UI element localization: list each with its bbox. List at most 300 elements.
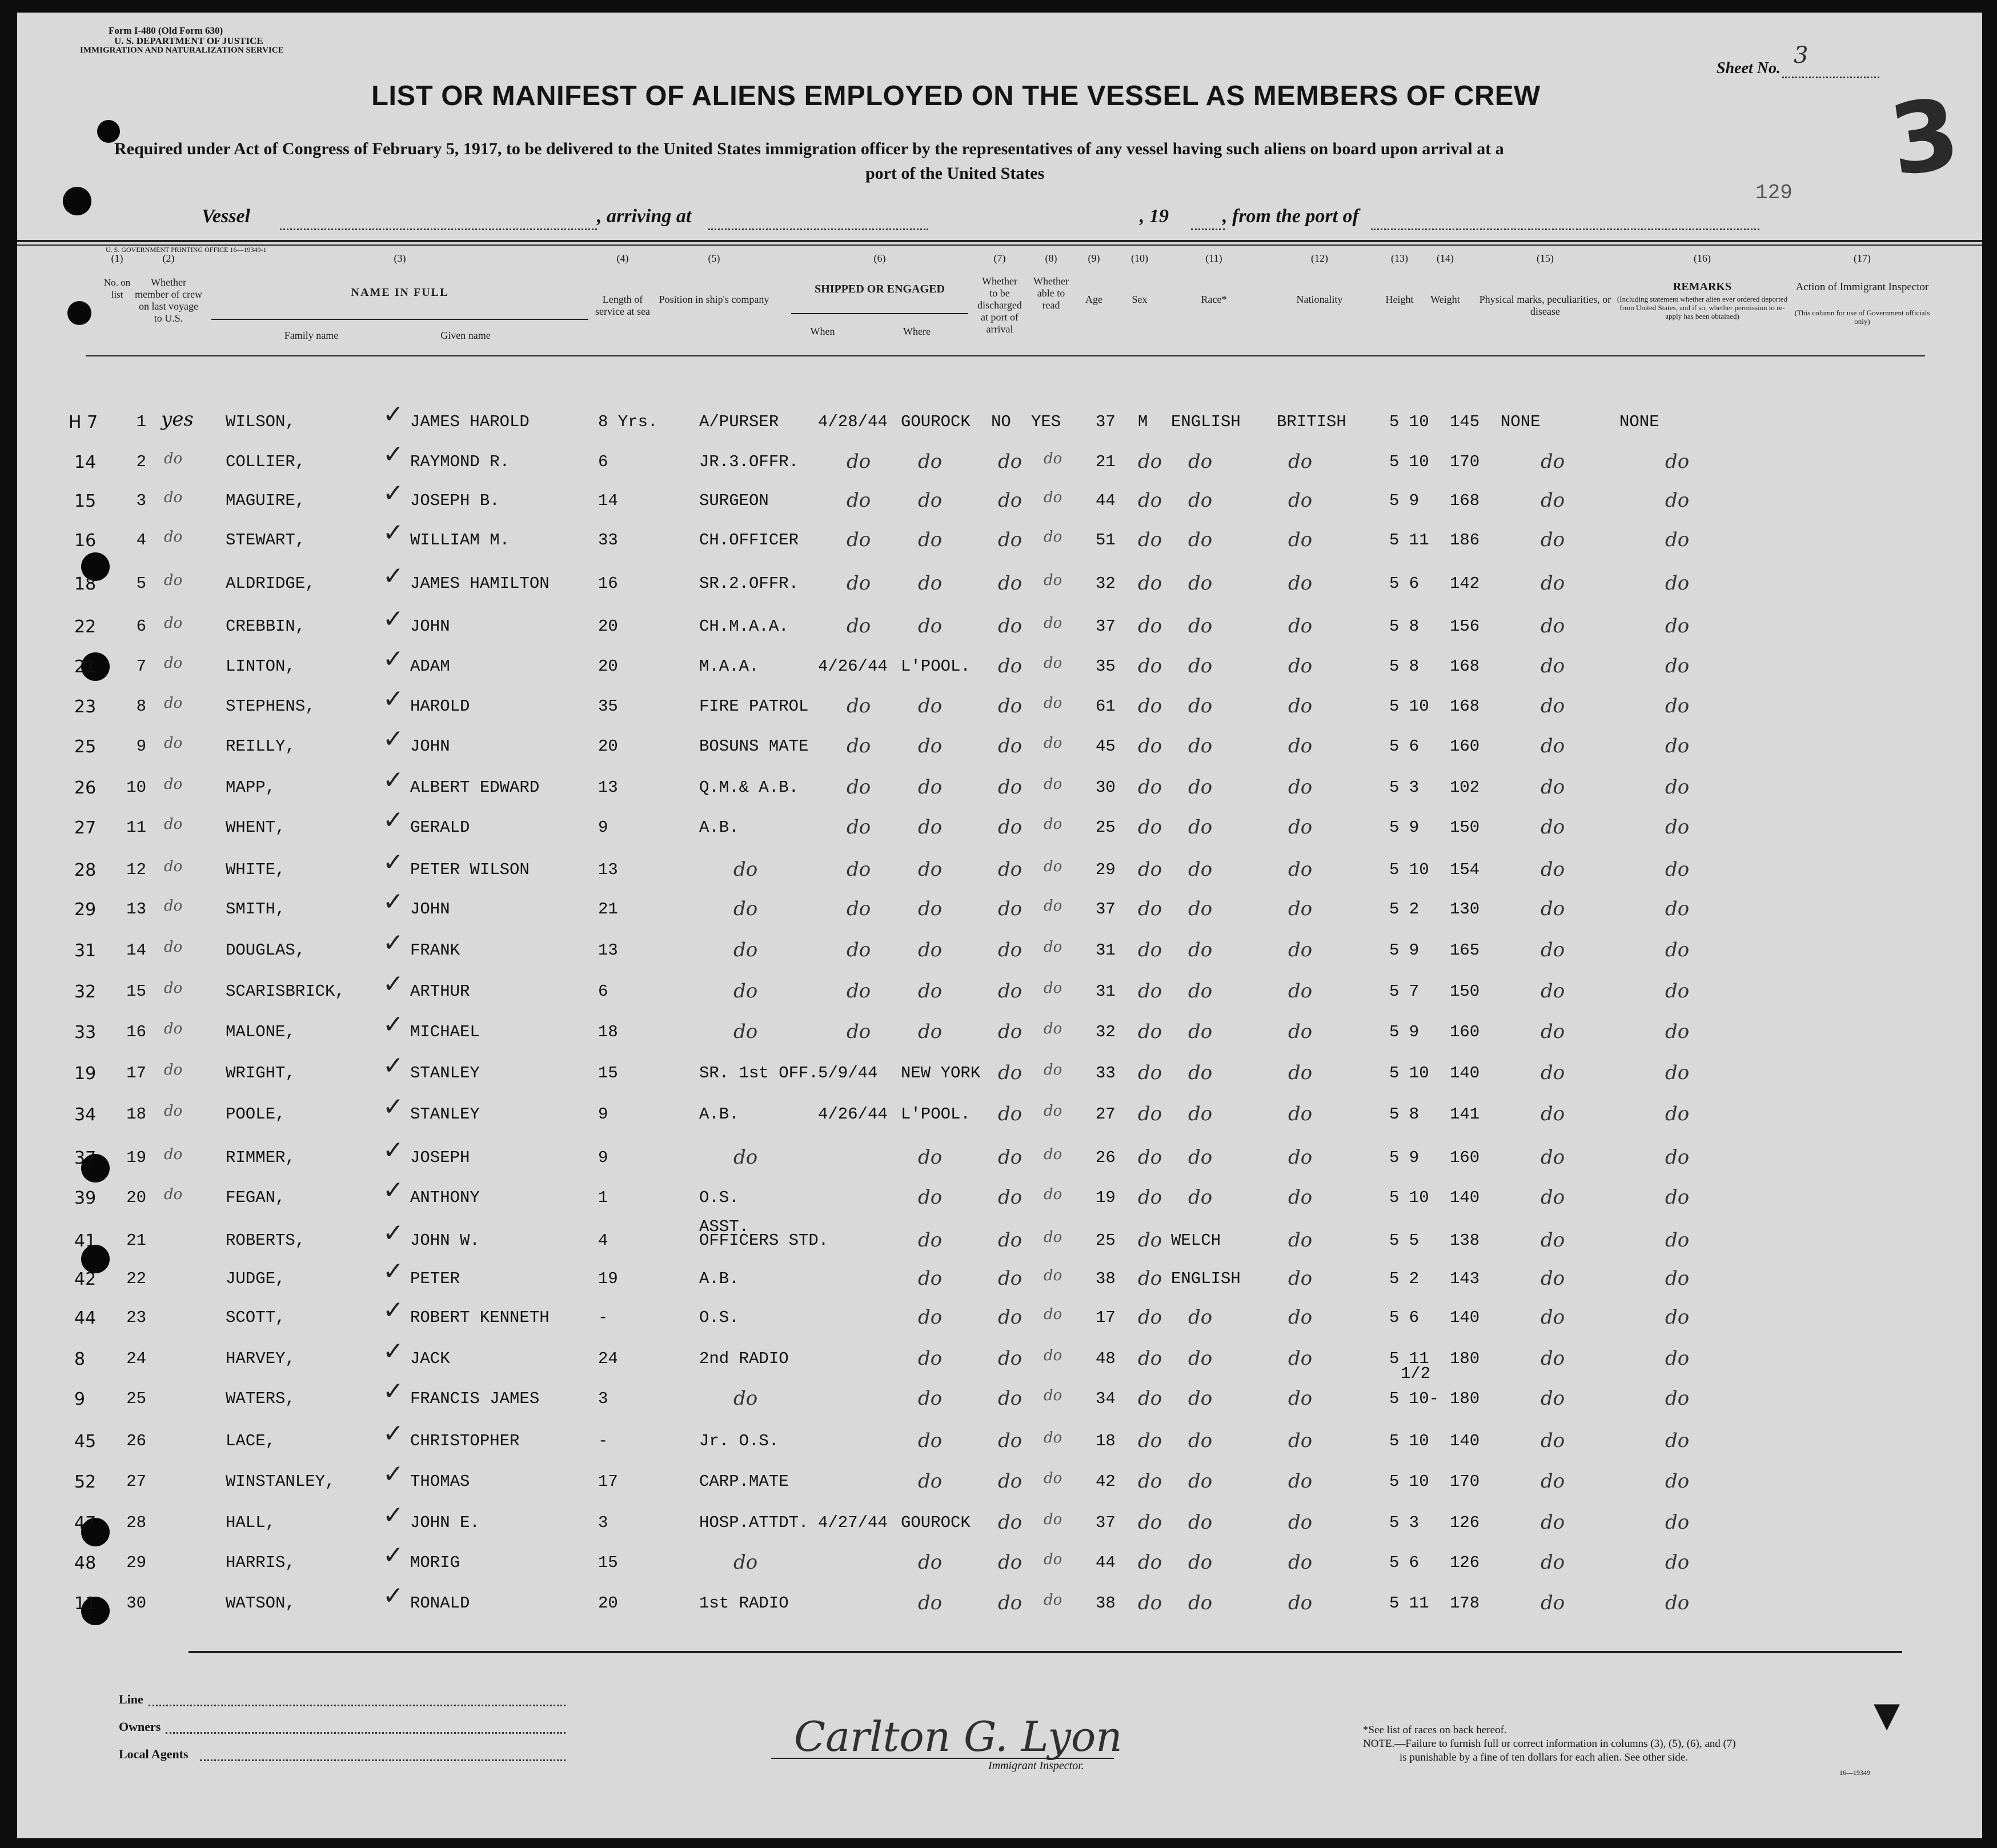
given-name: WILLIAM M. [410, 531, 510, 550]
column-number: (8) [1045, 252, 1057, 264]
sex-ditto: do [1138, 1551, 1162, 1574]
discharged-ditto: do [998, 858, 1022, 881]
table-row [17, 1337, 1982, 1389]
sex-ditto: do [1138, 1511, 1162, 1534]
remarks-ditto: do [1665, 897, 1690, 920]
physical-marks: NONE [1501, 412, 1541, 431]
check-mark: ✓ [383, 562, 404, 591]
physical-marks-ditto: do [1541, 1267, 1565, 1290]
vessel-field[interactable] [280, 229, 597, 230]
position: M.A.A. [699, 657, 759, 676]
able-to-read-ditto: do [1044, 1103, 1062, 1120]
length-of-service: 9 [598, 1148, 608, 1167]
shipped-where-ditto: do [918, 1186, 943, 1209]
able-to-read-ditto: do [1044, 572, 1062, 589]
owners-field[interactable] [166, 1732, 566, 1734]
height: 5 9 [1389, 1023, 1419, 1041]
given-name: ADAM [410, 657, 450, 676]
height: 5 5 [1389, 1231, 1419, 1250]
remarks-ditto: do [1665, 1229, 1690, 1252]
discharged-ditto: do [998, 897, 1022, 920]
height: 5 10 [1389, 1432, 1429, 1450]
table-row [17, 644, 1982, 697]
remarks: NONE [1619, 412, 1659, 431]
shipped-where-ditto: do [918, 1429, 943, 1452]
row-margin-number: 34 [74, 1105, 97, 1125]
physical-marks-ditto: do [1541, 1511, 1565, 1534]
nationality-ditto: do [1288, 1592, 1313, 1614]
arriving-field[interactable] [708, 229, 928, 230]
row-margin-number: 26 [74, 778, 97, 798]
race-ditto: do [1188, 735, 1213, 757]
punch-hole [63, 187, 91, 215]
physical-marks-ditto: do [1541, 897, 1565, 920]
given-name: STANLEY [410, 1064, 480, 1083]
shipped-when-ditto: do [847, 489, 871, 512]
weight: 156 [1450, 617, 1480, 636]
row-number: 5 [136, 574, 146, 593]
physical-marks-ditto: do [1541, 816, 1565, 839]
position-ditto: do [733, 980, 758, 1003]
length-of-service: 9 [598, 1105, 608, 1124]
position: Jr. O.S. [699, 1432, 779, 1450]
table-row [17, 1176, 1982, 1228]
race-ditto: do [1188, 980, 1213, 1003]
check-mark: ✓ [383, 479, 404, 508]
race-ditto: do [1188, 615, 1213, 638]
shipped-when-ditto: do [847, 1020, 871, 1043]
age: 38 [1096, 1594, 1116, 1613]
discharged-ditto: do [998, 528, 1022, 551]
length-of-service: 15 [598, 1553, 618, 1572]
year-field[interactable] [1191, 229, 1225, 230]
check-mark: ✓ [383, 518, 404, 547]
remarks-ditto: do [1665, 1387, 1690, 1410]
given-name: PETER WILSON [410, 860, 530, 879]
column-header-shipped: SHIPPED OR ENGAGED [815, 283, 945, 295]
column-number: (16) [1694, 252, 1711, 264]
race-ditto: do [1188, 939, 1213, 961]
physical-marks-ditto: do [1541, 980, 1565, 1003]
column-number: (4) [616, 252, 629, 264]
row-margin-number: H 7 [69, 412, 98, 432]
row-margin-number: 15 [74, 491, 97, 511]
sex-ditto: do [1138, 1306, 1162, 1329]
remarks-ditto: do [1665, 615, 1690, 638]
family-name: COLLIER, [226, 452, 306, 471]
remarks-ditto: do [1665, 1429, 1690, 1452]
local-agents-field[interactable] [200, 1759, 566, 1761]
shipped-where: NEW YORK [901, 1064, 981, 1083]
table-row [17, 1010, 1982, 1063]
discharged-ditto: do [998, 816, 1022, 839]
row-number: 16 [126, 1023, 146, 1041]
remarks-ditto: do [1665, 695, 1690, 717]
race-ditto: do [1188, 1592, 1213, 1614]
able-to-read-ditto: do [1044, 450, 1062, 467]
given-name: JOHN [410, 617, 450, 636]
family-name: LACE, [226, 1432, 276, 1450]
row-margin-number: 19 [74, 1064, 97, 1084]
check-mark: ✓ [383, 1051, 404, 1080]
position: A.B. [699, 1269, 739, 1288]
physical-marks-ditto: do [1541, 450, 1565, 473]
shipped-where-ditto: do [918, 528, 943, 551]
family-name: WHENT, [226, 818, 286, 837]
age: 51 [1096, 531, 1116, 550]
discharged-ditto: do [998, 615, 1022, 638]
position: FIRE PATROL [699, 697, 809, 716]
physical-marks-ditto: do [1541, 1470, 1565, 1493]
row-number: 19 [126, 1148, 146, 1167]
shipped-when-ditto: do [847, 858, 871, 881]
table-row [17, 969, 1982, 1022]
remarks-ditto: do [1665, 1306, 1690, 1329]
remarks-ditto: do [1665, 1347, 1690, 1370]
family-name: MAGUIRE, [226, 491, 306, 510]
sex-ditto: do [1138, 1267, 1162, 1290]
given-name: JOHN E. [410, 1513, 480, 1532]
shipped-when-ditto: do [847, 939, 871, 961]
table-row [17, 805, 1982, 858]
row-number: 7 [136, 657, 146, 676]
able-to-read-ditto: do [1044, 1229, 1062, 1246]
race-ditto: do [1188, 1061, 1213, 1084]
height: 5 2 [1389, 900, 1419, 919]
able-to-read-ditto: do [1044, 695, 1062, 712]
given-name: ANTHONY [410, 1188, 480, 1207]
able-to-read-ditto: do [1044, 1551, 1062, 1568]
shipped-when: 4/28/44 [818, 412, 888, 431]
height: 5 10 [1389, 452, 1429, 471]
row-number: 9 [136, 737, 146, 756]
physical-marks-ditto: do [1541, 1551, 1565, 1574]
remarks-ditto: do [1665, 1020, 1690, 1043]
row-margin-number: 22 [74, 617, 97, 637]
weight: 160 [1450, 737, 1480, 756]
column-header: Physical marks, peculiarities, or disease [1479, 294, 1611, 317]
remarks-ditto: do [1665, 489, 1690, 512]
column-header: Sex [1132, 294, 1148, 305]
family-name: LINTON, [226, 657, 295, 676]
discharged-ditto: do [998, 450, 1022, 473]
shipped-where-ditto: do [918, 1387, 943, 1410]
last-voyage-ditto: do [164, 1061, 183, 1079]
length-of-service: 33 [598, 531, 618, 550]
height: 5 9 [1389, 818, 1419, 837]
row-number: 29 [126, 1553, 146, 1572]
row-number: 10 [126, 778, 146, 797]
nationality-ditto: do [1288, 939, 1313, 961]
remarks-ditto: do [1665, 1146, 1690, 1169]
table-row [17, 765, 1982, 818]
nationality-ditto: do [1288, 655, 1313, 678]
physical-marks-ditto: do [1541, 695, 1565, 717]
service-name: IMMIGRATION AND NATURALIZATION SERVICE [80, 46, 284, 55]
line-label: Line [119, 1692, 143, 1706]
physical-marks-ditto: do [1541, 1061, 1565, 1084]
table-row [17, 479, 1982, 531]
discharged-ditto: do [998, 1103, 1022, 1125]
last-voyage-ditto: do [164, 1146, 183, 1163]
position-ditto: do [733, 1020, 758, 1043]
weight: 141 [1450, 1105, 1480, 1124]
height: 5 8 [1389, 657, 1419, 676]
row-number: 27 [126, 1472, 146, 1491]
age: 32 [1096, 1023, 1116, 1041]
last-voyage-ditto: do [164, 528, 183, 546]
column-number: (17) [1854, 252, 1871, 264]
nationality-ditto: do [1288, 528, 1313, 551]
length-of-service: 13 [598, 778, 618, 797]
length-of-service: 3 [598, 1389, 608, 1408]
column-header: Length of service at sea [595, 294, 650, 317]
weight: 168 [1450, 697, 1480, 716]
sex-ditto: do [1138, 1387, 1162, 1410]
last-voyage-ditto: do [164, 695, 183, 712]
name-header-rule [211, 319, 588, 320]
discharged-ditto: do [998, 1306, 1022, 1329]
given-name: GERALD [410, 818, 470, 837]
column-header: Whether able to read [1033, 275, 1069, 311]
row-number: 8 [136, 697, 146, 716]
length-of-service: 20 [598, 657, 618, 676]
remarks-ditto: do [1665, 858, 1690, 881]
nationality-ditto: do [1288, 1387, 1313, 1410]
sex-ditto: do [1138, 939, 1162, 961]
row-number: 11 [126, 818, 146, 837]
weight: 150 [1450, 982, 1480, 1001]
shipped-where-ditto: do [918, 1267, 943, 1290]
position: Q.M.& A.B. [699, 778, 799, 797]
punch-hole [67, 301, 91, 325]
position: SURGEON [699, 491, 769, 510]
weight: 130 [1450, 900, 1480, 919]
discharged-ditto: do [998, 1429, 1022, 1452]
physical-marks-ditto: do [1541, 615, 1565, 638]
signature-line [771, 1758, 1114, 1759]
last-voyage-ditto: do [164, 489, 183, 506]
age: 25 [1096, 1231, 1116, 1250]
table-row [17, 518, 1982, 571]
table-row [17, 928, 1982, 981]
row-number: 15 [126, 982, 146, 1001]
shipped-when: 4/26/44 [818, 657, 888, 676]
race-ditto: do [1188, 528, 1213, 551]
race-ditto: do [1188, 1511, 1213, 1534]
position-ditto: do [733, 858, 758, 881]
race-ditto: do [1188, 1103, 1213, 1125]
physical-marks-ditto: do [1541, 735, 1565, 757]
given-name: JOSEPH [410, 1148, 470, 1167]
column-header-action: Action of Immigrant Inspector [1795, 281, 1929, 293]
sheet-number: 3 [1794, 42, 1808, 69]
row-margin-number: 16 [74, 531, 97, 551]
check-mark: ✓ [383, 969, 404, 999]
discharged-ditto: do [998, 1511, 1022, 1534]
row-margin-number: 14 [74, 452, 97, 472]
weight: 140 [1450, 1064, 1480, 1083]
table-row [17, 1419, 1982, 1472]
column-subheader-given: Given name [440, 330, 491, 341]
weight: 140 [1450, 1308, 1480, 1327]
position: O.S. [699, 1188, 739, 1207]
given-name: CHRISTOPHER [410, 1432, 520, 1450]
physical-marks-ditto: do [1541, 655, 1565, 678]
row-number: 21 [126, 1231, 146, 1250]
row-margin-number: 28 [74, 860, 97, 880]
vessel-label: Vessel [202, 206, 250, 227]
position: CH.M.A.A. [699, 617, 789, 636]
table-row [17, 1377, 1982, 1429]
nationality-ditto: do [1288, 1551, 1313, 1574]
row-margin-number: 42 [74, 1269, 97, 1289]
row-margin-number: 48 [74, 1553, 97, 1573]
row-number: 6 [136, 617, 146, 636]
weight: 126 [1450, 1553, 1480, 1572]
table-row [17, 604, 1982, 657]
page-stamp: 129 [1755, 181, 1793, 205]
check-mark: ✓ [383, 1460, 404, 1489]
race: ENGLISH [1171, 412, 1241, 431]
shipped-where: GOUROCK [901, 412, 971, 431]
discharged-ditto: do [998, 1267, 1022, 1290]
shipped-when-ditto: do [847, 572, 871, 595]
weight: 150 [1450, 818, 1480, 837]
check-mark: ✓ [383, 684, 404, 713]
last-voyage-ditto: do [164, 776, 183, 793]
row-number: 18 [126, 1105, 146, 1124]
column-header-name: NAME IN FULL [351, 286, 449, 299]
family-name: WHITE, [226, 860, 286, 879]
port-label: , from the port of [1222, 206, 1359, 227]
race-ditto: do [1188, 897, 1213, 920]
weight: 126 [1450, 1513, 1480, 1532]
able-to-read-ditto: do [1044, 1470, 1062, 1487]
able-to-read-ditto: do [1044, 858, 1062, 875]
check-mark: ✓ [383, 887, 404, 916]
column-header: Weight [1430, 294, 1460, 305]
age: 31 [1096, 941, 1116, 960]
shipped-where-ditto: do [918, 450, 943, 473]
row-number: 23 [126, 1308, 146, 1327]
race-ditto: do [1188, 1387, 1213, 1410]
given-name: FRANK [410, 941, 460, 960]
line-field[interactable] [149, 1705, 566, 1706]
physical-marks-ditto: do [1541, 776, 1565, 799]
position: SR.2.OFFR. [699, 574, 799, 593]
age: 30 [1096, 778, 1116, 797]
shipped-when-ditto: do [847, 615, 871, 638]
shipped-when: 5/9/44 [818, 1064, 878, 1083]
able-to-read: YES [1031, 412, 1061, 431]
sex-ditto: do [1138, 897, 1162, 920]
check-mark: ✓ [383, 1257, 404, 1286]
discharged-ditto: do [998, 939, 1022, 961]
shipped-when: 4/26/44 [818, 1105, 888, 1124]
shipped-where-ditto: do [918, 816, 943, 839]
column-number: (13) [1391, 252, 1408, 264]
able-to-read-ditto: do [1044, 939, 1062, 956]
last-voyage-ditto: do [164, 816, 183, 833]
sex-ditto: do [1138, 655, 1162, 678]
remarks-ditto: do [1665, 1592, 1690, 1614]
column-header: Whether member of crew on last voyage to U.S. [135, 276, 202, 324]
row-number: 3 [136, 491, 146, 510]
shipped-where-ditto: do [918, 615, 943, 638]
height: 5 10- [1389, 1389, 1439, 1408]
given-name: MICHAEL [410, 1023, 480, 1041]
discharged-ditto: do [998, 695, 1022, 717]
position: CARP.MATE [699, 1472, 789, 1491]
position: BOSUNS MATE [699, 737, 809, 756]
nationality-ditto: do [1288, 735, 1313, 757]
check-mark: ✓ [383, 1218, 404, 1248]
last-voyage-ditto: do [164, 1103, 183, 1120]
able-to-read-ditto: do [1044, 980, 1062, 997]
weight: 140 [1450, 1432, 1480, 1450]
nationality-ditto: do [1288, 1020, 1313, 1043]
able-to-read-ditto: do [1044, 489, 1062, 506]
sex-ditto: do [1138, 1186, 1162, 1209]
nationality-ditto: do [1288, 1470, 1313, 1493]
length-of-service: 18 [598, 1023, 618, 1041]
physical-marks-ditto: do [1541, 1387, 1565, 1410]
check-mark: ✓ [383, 1541, 404, 1570]
weight: 143 [1450, 1269, 1480, 1288]
given-name: ARTHUR [410, 982, 470, 1001]
last-voyage-ditto: do [164, 572, 183, 589]
check-mark: ✓ [383, 1419, 404, 1448]
row-number: 30 [126, 1594, 146, 1613]
shipped-where-ditto: do [918, 695, 943, 717]
physical-marks-ditto: do [1541, 1429, 1565, 1452]
height: 5 6 [1389, 1553, 1419, 1572]
age: 42 [1096, 1472, 1116, 1491]
manifest-sheet [17, 13, 1982, 1838]
able-to-read-ditto: do [1044, 1347, 1062, 1364]
table-row [17, 848, 1982, 900]
sex-ditto: do [1138, 1470, 1162, 1493]
able-to-read-ditto: do [1044, 776, 1062, 793]
race-ditto: do [1188, 858, 1213, 881]
given-name: HAROLD [410, 697, 470, 716]
remarks-ditto: do [1665, 939, 1690, 961]
check-mark: ✓ [383, 440, 404, 469]
row-margin-number: 29 [74, 900, 97, 920]
height: 5 10 [1389, 1472, 1429, 1491]
position-ditto: do [733, 897, 758, 920]
remarks-ditto: do [1665, 1267, 1690, 1290]
port-field[interactable] [1371, 229, 1759, 230]
column-header: Height [1385, 294, 1414, 305]
discharged: NO [991, 412, 1011, 431]
position-line-above: ASST. [699, 1217, 749, 1236]
family-name: WILSON, [226, 412, 295, 431]
check-mark: ✓ [383, 724, 404, 753]
length-of-service: 13 [598, 860, 618, 879]
column-number: (7) [993, 252, 1006, 264]
column-subheader-when: When [810, 326, 835, 337]
given-name: THOMAS [410, 1472, 470, 1491]
physical-marks-ditto: do [1541, 1347, 1565, 1370]
height: 5 6 [1389, 737, 1419, 756]
discharged-ditto: do [998, 735, 1022, 757]
weight: 142 [1450, 574, 1480, 593]
column-number: (15) [1537, 252, 1554, 264]
row-number: 12 [126, 860, 146, 879]
shipped-when: 4/27/44 [818, 1513, 888, 1532]
